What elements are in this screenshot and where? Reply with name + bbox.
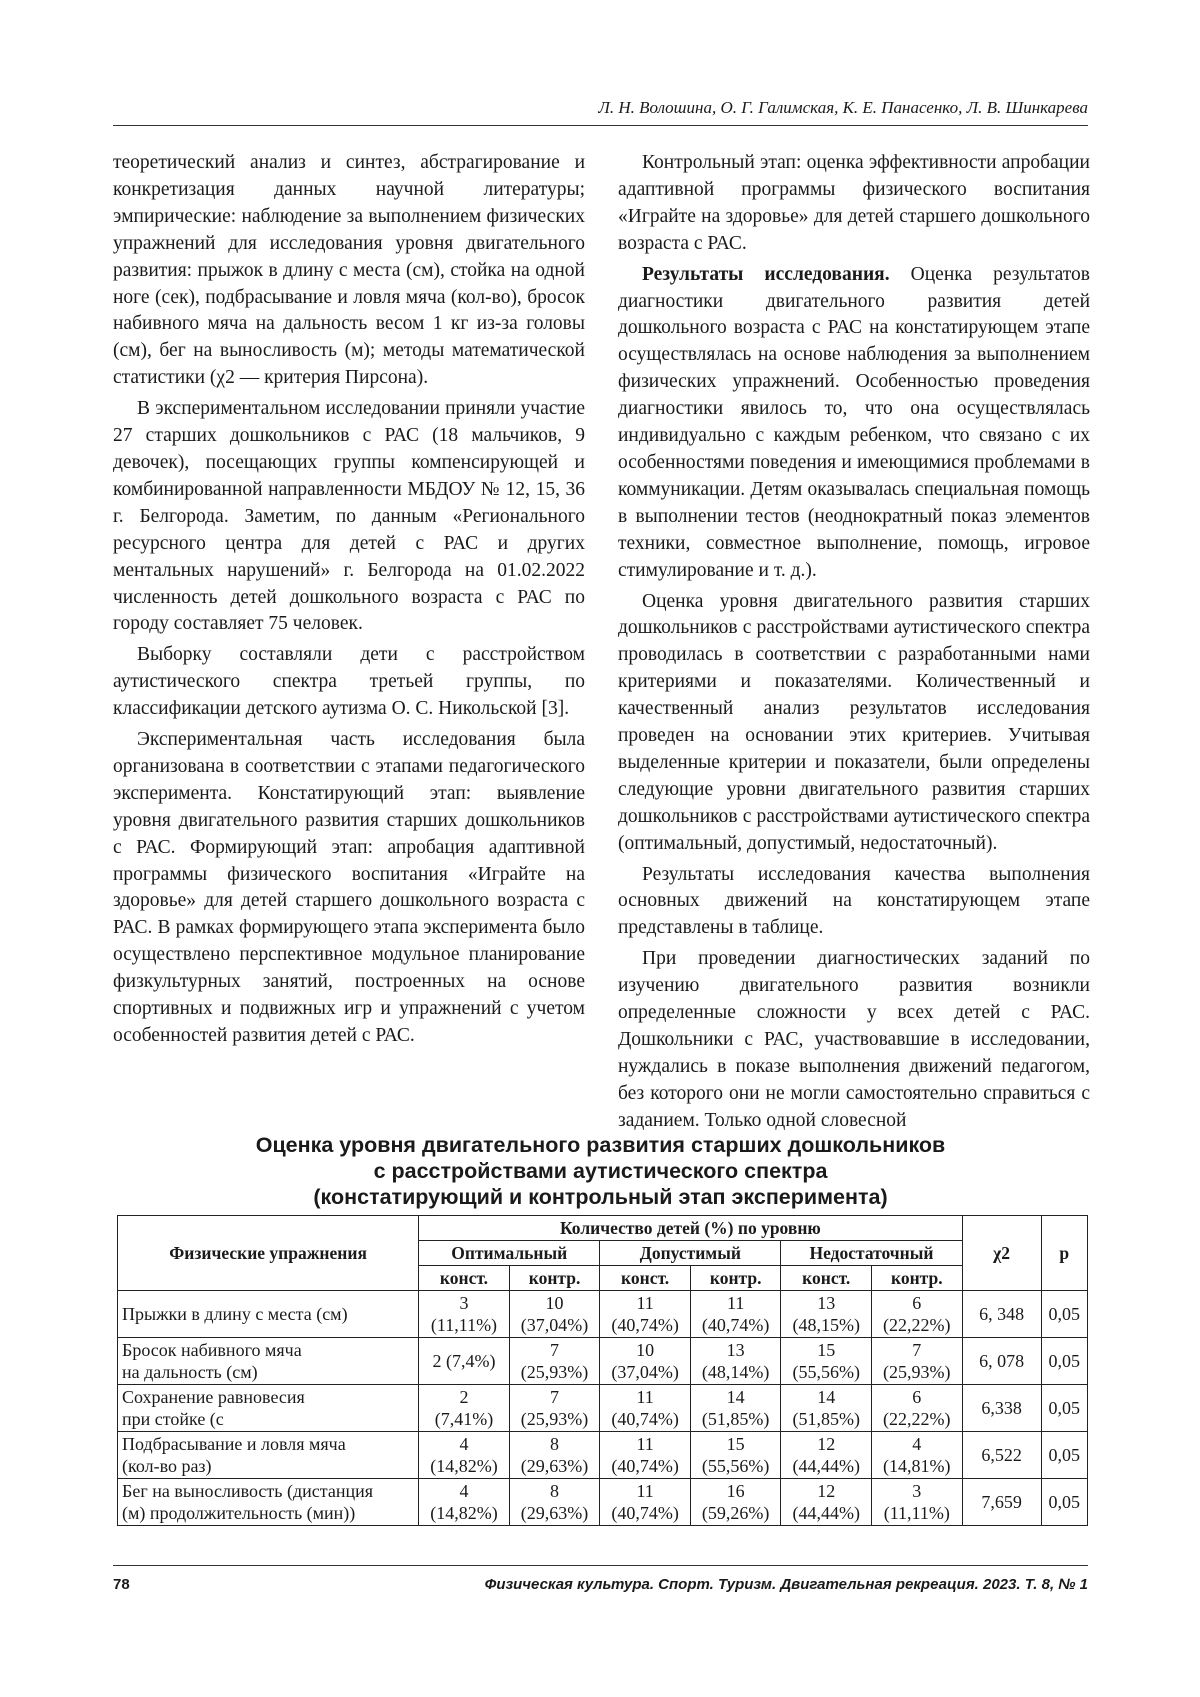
chi-square-value: 6, 348 bbox=[962, 1291, 1041, 1338]
count-cell bbox=[872, 1479, 963, 1526]
header-level: Недостаточный bbox=[781, 1241, 962, 1266]
count-value: 14 bbox=[817, 1387, 836, 1407]
count-percent: (29,63%) bbox=[520, 1503, 589, 1523]
count-percent: (22,22%) bbox=[883, 1315, 951, 1335]
results-table bbox=[117, 1215, 1088, 1526]
paragraph bbox=[618, 262, 1090, 585]
p-value: 0,05 bbox=[1041, 1385, 1087, 1432]
count-value: 8 bbox=[550, 1481, 560, 1501]
count-value: 15 bbox=[817, 1340, 836, 1360]
paragraph: При проведении диагностических заданий по изучению двигательного развития возникли определенные сложности у всех детей с РАС. Дошкольники с РАС, участвовавшие в исследовании, нуждались в показе выполнения движений педагогом, без которого они не могли самостоятельно справиться с заданием. Только одной словесной bbox=[618, 948, 1090, 1131]
count-cell bbox=[600, 1479, 691, 1526]
count-cell bbox=[690, 1479, 781, 1526]
count-percent: (44,44%) bbox=[792, 1456, 860, 1476]
count-cell bbox=[781, 1338, 872, 1385]
table-title-line: (констатирующий и контрольный этап эксперимента) bbox=[313, 1185, 888, 1209]
count-cell bbox=[419, 1338, 510, 1385]
count-percent: (40,74%) bbox=[611, 1409, 679, 1429]
count-cell bbox=[690, 1338, 781, 1385]
chi-square-value: 6, 078 bbox=[962, 1338, 1041, 1385]
count-cell bbox=[600, 1432, 691, 1479]
count-cell bbox=[600, 1291, 691, 1338]
authors-line: Л. Н. Волошина, О. Г. Галимская, К. Е. Панасенко, Л. В. Шинкарева bbox=[598, 98, 1088, 117]
count-percent: (11,11%) bbox=[883, 1503, 950, 1523]
count-percent: (40,74%) bbox=[611, 1503, 679, 1523]
count-percent: (7,41%) bbox=[434, 1409, 494, 1429]
paragraph: Оценка уровня двигательного развития старших дошкольников с расстройствами аутистического спектра проводилась в соответствии с разработанными нами критериями и показателями. Количественный и качественный анализ результатов исследования проведен на основании этих критериев. Учитывая выделенные критерии и показатели, были определены следующие уровни двигательного развития старших дошкольников с расстройствами аутистического спектра (оптимальный, допустимый, недостаточный). bbox=[618, 590, 1090, 854]
paragraph: Выборку составляли дети с расстройством аутистического спектра третьей группы, по классификации детского аутизма О. С. Никольской [3]. bbox=[113, 644, 585, 720]
count-value: 11 bbox=[636, 1293, 654, 1313]
count-cell bbox=[781, 1385, 872, 1432]
exercise-name-line: при стойке (с bbox=[122, 1409, 224, 1429]
paragraph: Экспериментальная часть исследования была организована в соответствии с этапами педагогического эксперимента. Констатирующий этап: выявление уровня двигательного развития старших дошкольников с РАС. Формирующий этап: апробация адаптивной программы физического воспитания «Играйте на здоровье» для детей старшего дошкольного возраста с РАС. В рамках формирующего этапа эксперимента было осуществлено перспективное модульное планирование физкультурных занятий, построенных на основе спортивных и подвижных игр и упражнений с учетом особенностей развития детей с РАС. bbox=[113, 729, 585, 1046]
exercise-name-line: Прыжки в длину с места (см) bbox=[122, 1304, 348, 1324]
p-value: 0,05 bbox=[1041, 1338, 1087, 1385]
count-percent: (25,93%) bbox=[520, 1409, 589, 1429]
count-value: 6 bbox=[912, 1387, 922, 1407]
header-stage: конст. bbox=[600, 1266, 691, 1291]
count-cell bbox=[509, 1432, 600, 1479]
count-value: 7 bbox=[550, 1387, 560, 1407]
count-percent: (51,85%) bbox=[792, 1409, 860, 1429]
table-body bbox=[118, 1291, 1088, 1526]
table-title-line: с расстройствами аутистического спектра bbox=[373, 1159, 828, 1183]
count-percent: (44,44%) bbox=[792, 1503, 860, 1523]
count-percent: (55,56%) bbox=[792, 1362, 860, 1382]
page-number: 78 bbox=[113, 1576, 130, 1593]
count-percent: (51,85%) bbox=[701, 1409, 770, 1429]
header-stage: контр. bbox=[872, 1266, 963, 1291]
count-cell bbox=[600, 1338, 691, 1385]
table-title-line: Оценка уровня двигательного развития старших дошкольников bbox=[255, 1133, 946, 1157]
count-percent: (25,93%) bbox=[520, 1362, 589, 1382]
exercise-name-line: (кол-во раз) bbox=[122, 1456, 212, 1476]
count-value: 10 bbox=[545, 1293, 564, 1313]
count-percent: (48,15%) bbox=[792, 1315, 860, 1335]
count-percent: (40,74%) bbox=[611, 1456, 679, 1476]
table-title bbox=[113, 1132, 1088, 1210]
count-value: 7 bbox=[550, 1340, 560, 1360]
count-value: 8 bbox=[550, 1434, 560, 1454]
count-percent: (14,82%) bbox=[430, 1456, 498, 1476]
count-value: 4 bbox=[459, 1434, 469, 1454]
count-cell bbox=[781, 1291, 872, 1338]
results-heading: Результаты исследования. bbox=[642, 263, 890, 285]
exercise-name-line: Бег на выносливость (дистанция bbox=[122, 1481, 374, 1501]
count-percent: (14,82%) bbox=[430, 1503, 498, 1523]
count-cell bbox=[781, 1479, 872, 1526]
count-percent: (48,14%) bbox=[701, 1362, 770, 1382]
count-cell bbox=[509, 1291, 600, 1338]
count-cell bbox=[872, 1432, 963, 1479]
count-value: 6 bbox=[912, 1293, 922, 1313]
count-cell bbox=[419, 1291, 510, 1338]
count-percent: (40,74%) bbox=[611, 1315, 679, 1335]
count-percent: (37,04%) bbox=[611, 1362, 679, 1382]
count-cell bbox=[690, 1291, 781, 1338]
running-header bbox=[113, 98, 1088, 126]
header-level: Допустимый bbox=[600, 1241, 781, 1266]
count-value: 11 bbox=[636, 1481, 654, 1501]
count-percent: (29,63%) bbox=[520, 1456, 589, 1476]
count-value: 4 bbox=[459, 1481, 469, 1501]
count-cell bbox=[872, 1291, 963, 1338]
exercise-name-line: (м) продолжительность (мин)) bbox=[122, 1503, 356, 1523]
paragraph: Контрольный этап: оценка эффективности апробации адаптивной программы физического воспитания «Играйте на здоровье» для детей старшего дошкольного возраста с РАС. bbox=[618, 152, 1090, 254]
count-cell bbox=[419, 1432, 510, 1479]
left-column bbox=[113, 150, 585, 1054]
exercise-name bbox=[118, 1385, 419, 1432]
table-row bbox=[118, 1385, 1088, 1432]
header-p-value: р bbox=[1041, 1216, 1087, 1291]
paragraph: В экспериментальном исследовании приняли участие 27 старших дошкольников с РАС (18 мальчиков, 9 девочек), посещающих группы компенсирующей и комбинированной направленности МБДОУ № 12, 15, 36 г. Белгорода. Заметим, по данным «Регионального ресурсного центра для детей с РАС и других ментальных нарушений» г. Белгорода на 01.02.2022 численность детей дошкольного возраста с РАС по городу составляет 75 человек. bbox=[113, 398, 585, 635]
count-cell bbox=[509, 1479, 600, 1526]
header-stage: конст. bbox=[781, 1266, 872, 1291]
count-value: 11 bbox=[727, 1293, 745, 1313]
count-cell bbox=[872, 1338, 963, 1385]
p-value: 0,05 bbox=[1041, 1291, 1087, 1338]
table-row bbox=[118, 1338, 1088, 1385]
count-percent: (14,81%) bbox=[883, 1456, 951, 1476]
header-level: Оптимальный bbox=[419, 1241, 600, 1266]
count-value: 3 bbox=[459, 1293, 469, 1313]
journal-citation: Физическая культура. Спорт. Туризм. Двигательная рекреация. 2023. Т. 8, № 1 bbox=[484, 1576, 1088, 1593]
header-stage: контр. bbox=[509, 1266, 600, 1291]
count-cell bbox=[419, 1385, 510, 1432]
count-percent: (59,26%) bbox=[701, 1503, 770, 1523]
header-stage: контр. bbox=[690, 1266, 781, 1291]
count-cell bbox=[419, 1479, 510, 1526]
header-chi-square: χ2 bbox=[962, 1216, 1041, 1291]
table-row bbox=[118, 1479, 1088, 1526]
count-value: 7 bbox=[912, 1340, 922, 1360]
chi-square-value: 7,659 bbox=[962, 1479, 1041, 1526]
header-count: Количество детей (%) по уровню bbox=[419, 1216, 962, 1241]
exercise-name bbox=[118, 1338, 419, 1385]
count-value: 12 bbox=[817, 1481, 836, 1501]
count-value: 13 bbox=[817, 1293, 836, 1313]
count-value: 16 bbox=[726, 1481, 745, 1501]
count-cell bbox=[690, 1385, 781, 1432]
count-value: 14 bbox=[726, 1387, 745, 1407]
count-value: 12 bbox=[817, 1434, 836, 1454]
count-value: 10 bbox=[636, 1340, 655, 1360]
chi-square-value: 6,338 bbox=[962, 1385, 1041, 1432]
count-cell bbox=[872, 1385, 963, 1432]
header-stage: конст. bbox=[419, 1266, 510, 1291]
exercise-name-line: Бросок набивного мяча bbox=[122, 1340, 302, 1360]
count-cell bbox=[781, 1432, 872, 1479]
p-value: 0,05 bbox=[1041, 1432, 1087, 1479]
chi-square-value: 6,522 bbox=[962, 1432, 1041, 1479]
exercise-name bbox=[118, 1432, 419, 1479]
exercise-name bbox=[118, 1291, 419, 1338]
count-value: 2 (7,4%) bbox=[432, 1351, 496, 1371]
table-row bbox=[118, 1291, 1088, 1338]
count-value: 11 bbox=[636, 1387, 654, 1407]
count-percent: (55,56%) bbox=[701, 1456, 770, 1476]
paragraph: теоретический анализ и синтез, абстрагирование и конкретизация данных научной литературы; эмпирические: наблюдение за выполнением физических упражнений для исследования уровня двигательного развития: прыжок в длину с места (см), стойка на одной ноге (сек), подбрасывание и ловля мяча (кол-во), бросок набивного мяча на дальность весом 1 кг из-за головы (см), бег на выносливость (м); методы математической статистики (χ2 — критерия Пирсона). bbox=[113, 152, 585, 389]
count-cell bbox=[509, 1338, 600, 1385]
count-cell bbox=[690, 1432, 781, 1479]
exercise-name-line: на дальность (см) bbox=[122, 1362, 258, 1382]
exercise-name-line: Сохранение равновесия bbox=[122, 1387, 305, 1407]
header-exercises: Физические упражнения bbox=[118, 1216, 419, 1291]
count-value: 15 bbox=[726, 1434, 745, 1454]
exercise-name-line: Подбрасывание и ловля мяча bbox=[122, 1434, 346, 1454]
count-percent: (25,93%) bbox=[883, 1362, 951, 1382]
right-column bbox=[618, 150, 1090, 1139]
count-percent: (22,22%) bbox=[883, 1409, 951, 1429]
count-value: 2 bbox=[459, 1387, 469, 1407]
count-value: 4 bbox=[912, 1434, 922, 1454]
count-value: 13 bbox=[726, 1340, 745, 1360]
count-percent: (11,11%) bbox=[430, 1315, 498, 1335]
count-percent: (40,74%) bbox=[701, 1315, 770, 1335]
count-percent: (37,04%) bbox=[520, 1315, 589, 1335]
count-cell bbox=[509, 1385, 600, 1432]
paragraph-text: Оценка результатов диагностики двигательного развития детей дошкольного возраста с РАС на констатирующем этапе осуществлялась на основе наблюдения за выполнением физических упражнений. Особенностью проведения диагностики явилось то, что она осуществлялась индивидуально с каждым ребенком, что связано с их особенностями поведения и имеющимися проблемами в коммуникации. Детям оказывалась специальная помощь в выполнении тестов (неоднократный показ элементов техники, совместное выполнение, помощь, игровое стимулирование и т. д.). bbox=[618, 263, 1090, 581]
count-value: 11 bbox=[636, 1434, 654, 1454]
p-value: 0,05 bbox=[1041, 1479, 1087, 1526]
exercise-name bbox=[118, 1479, 419, 1526]
paragraph: Результаты исследования качества выполнения основных движений на констатирующем этапе представлены в таблице. bbox=[618, 863, 1090, 939]
count-cell bbox=[600, 1385, 691, 1432]
page-footer bbox=[113, 1565, 1088, 1593]
table-row bbox=[118, 1432, 1088, 1479]
count-value: 3 bbox=[912, 1481, 922, 1501]
